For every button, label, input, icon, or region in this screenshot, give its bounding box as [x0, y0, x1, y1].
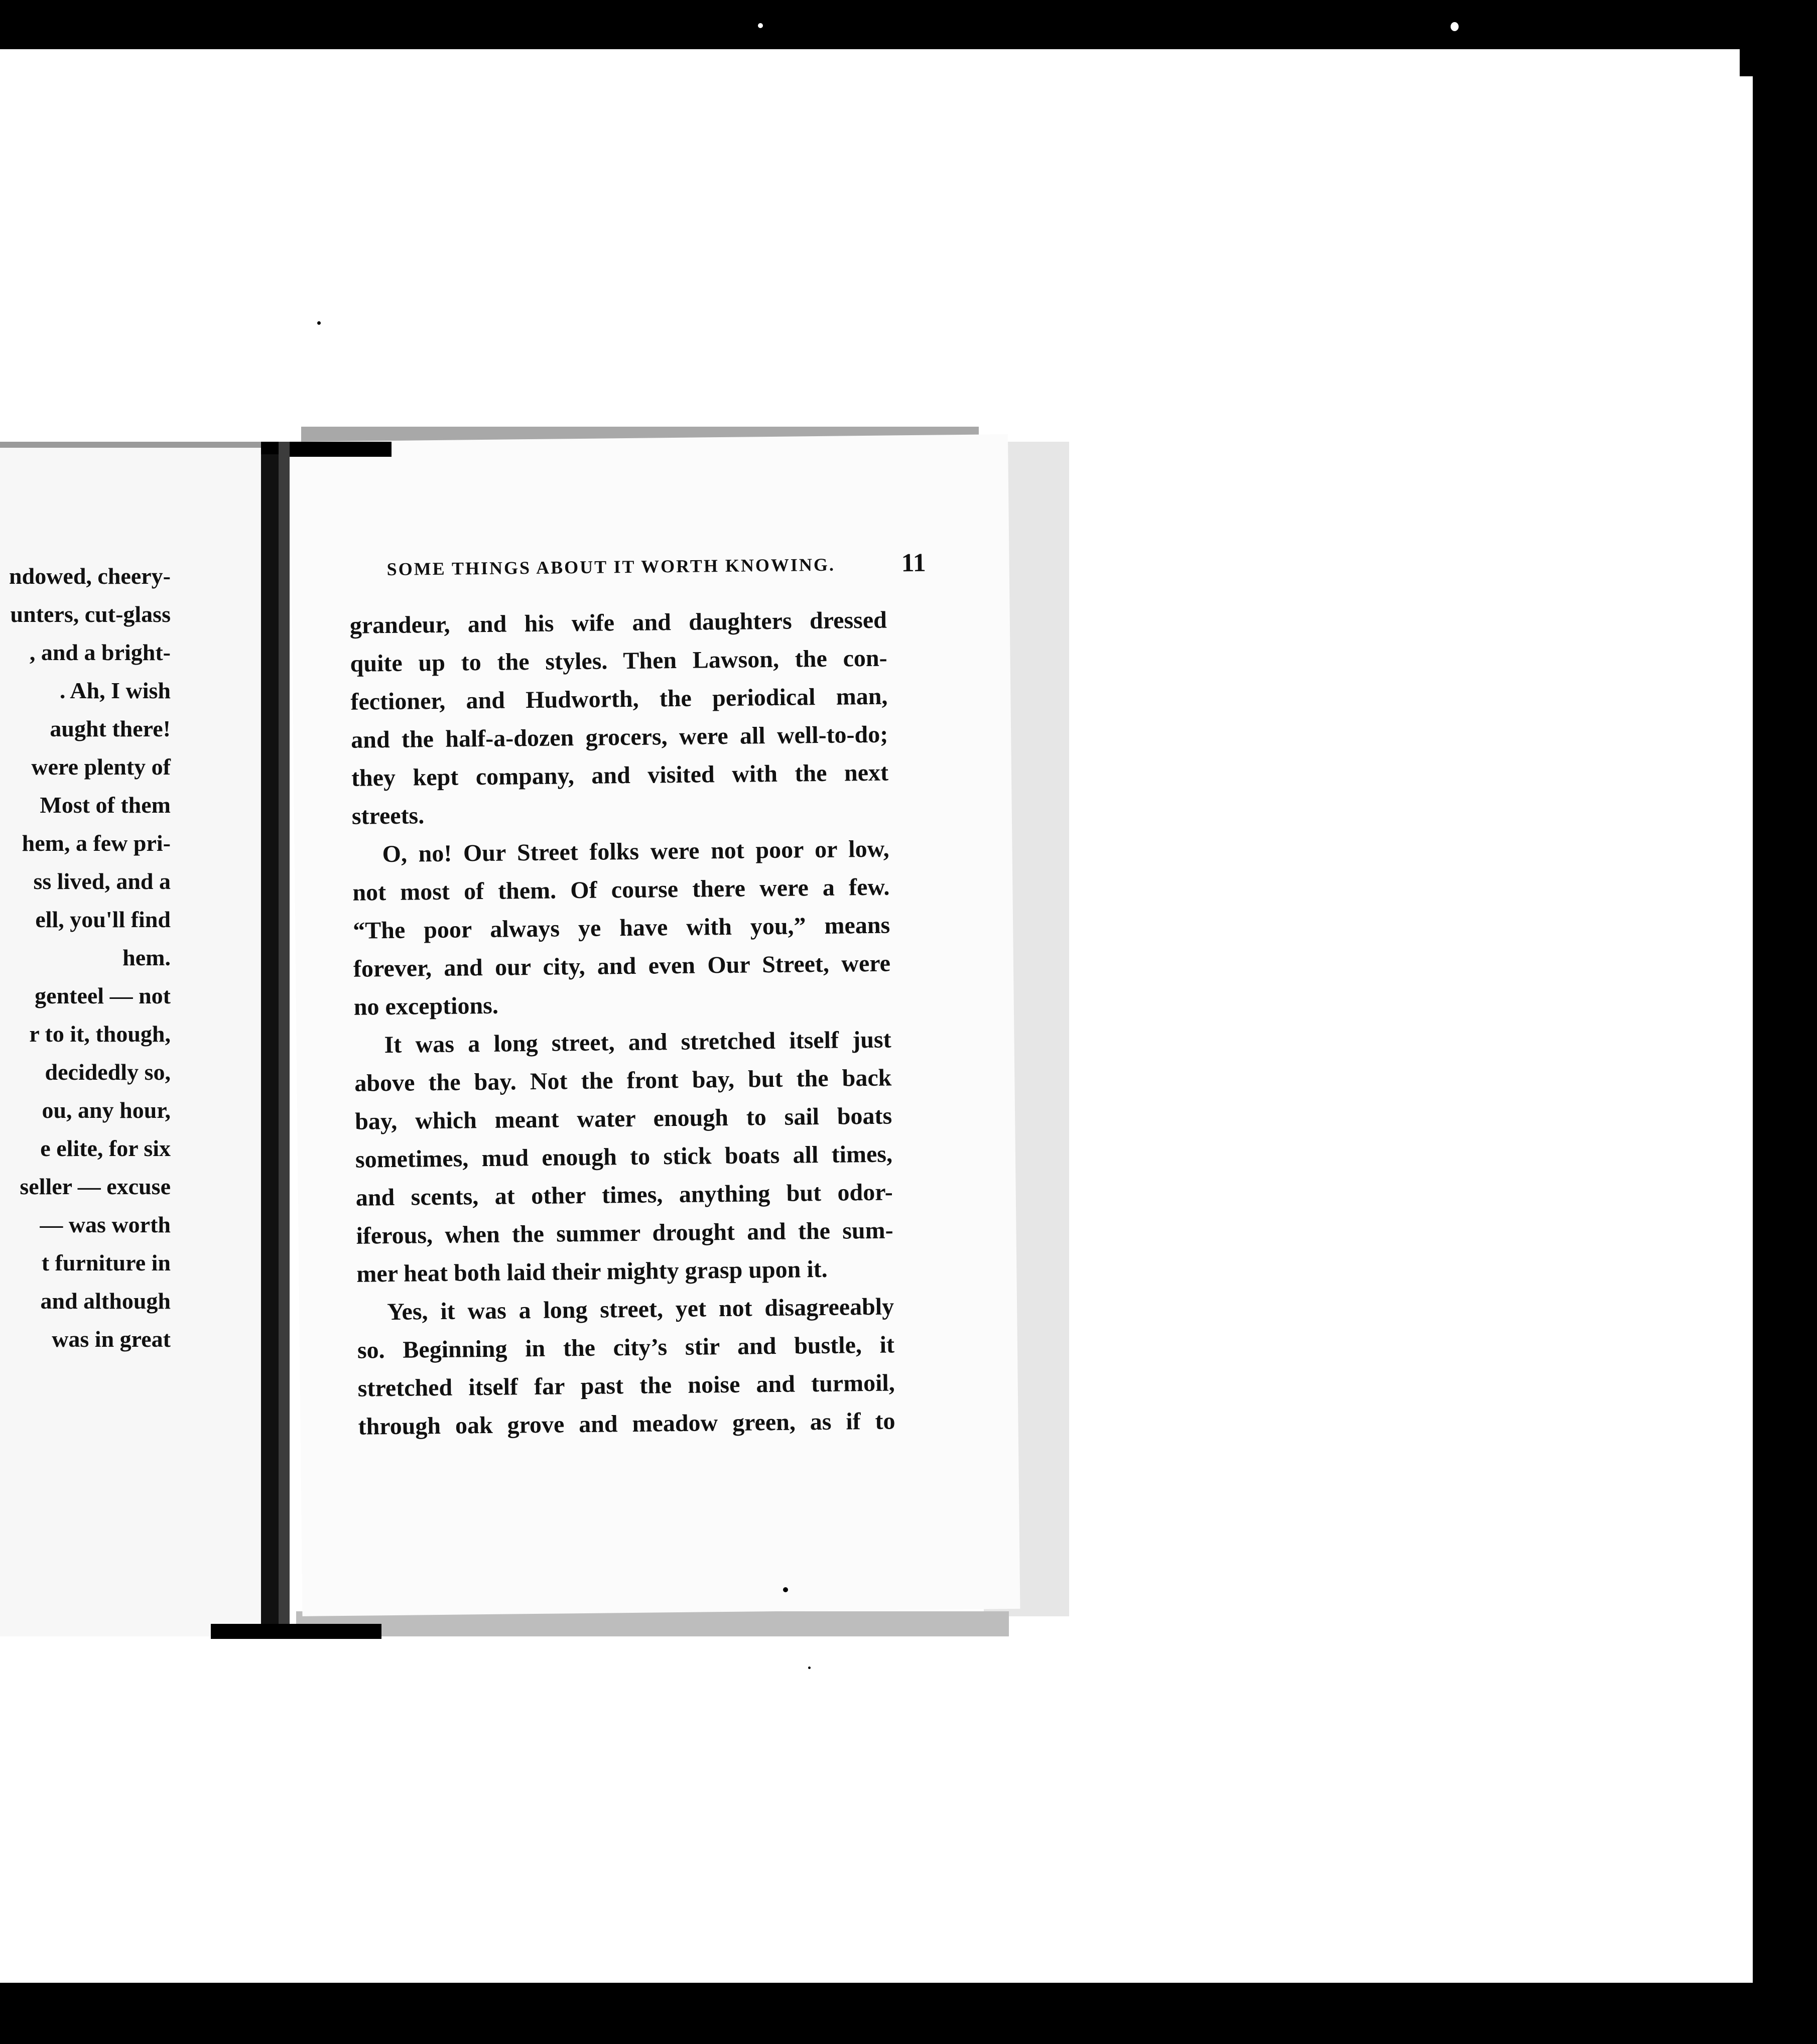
text-line: above the bay. Not the front bay, but the back: [354, 1064, 892, 1097]
left-line: — was worth: [40, 1212, 171, 1237]
text-line: quite up to the styles. Then Lawson, the con-: [350, 645, 887, 677]
page-number: 11: [901, 548, 927, 578]
left-line: seller — excuse: [20, 1174, 171, 1199]
text-line: through oak grove and meadow green, as if to: [358, 1408, 895, 1440]
text-line: stretched itself far past the noise and turmoil,: [357, 1369, 895, 1402]
left-line: t furniture in: [41, 1250, 171, 1275]
left-line: , and a bright-: [29, 640, 171, 665]
text-line: fectioner, and Hudworth, the periodical man,: [350, 683, 888, 715]
running-head: [386, 548, 939, 589]
text-line: forever, and our city, and even Our Street, were: [353, 950, 891, 982]
left-facing-page: [0, 442, 266, 1636]
left-line: hem, a few pri-: [22, 830, 171, 856]
spine-bottom: [211, 1624, 381, 1639]
left-line: ss lived, and a: [33, 868, 171, 894]
left-line: aught there!: [50, 716, 171, 741]
scan-speck: [317, 321, 321, 325]
scan-border-bottom: [0, 1991, 1817, 2044]
scan-speck: [783, 1587, 788, 1592]
text-line: sometimes, mud enough to stick boats all times,: [355, 1140, 893, 1173]
text-line: iferous, when the summer drought and the sum-: [356, 1217, 893, 1249]
left-line: r to it, though,: [29, 1021, 171, 1047]
text-line: so. Beginning in the city’s stir and bustle, it: [357, 1331, 895, 1364]
left-line: decidedly so,: [45, 1059, 171, 1085]
left-line: unters, cut-glass: [10, 601, 171, 627]
text-line: bay, which meant water enough to sail boats: [354, 1102, 892, 1135]
left-line: e elite, for six: [40, 1135, 171, 1161]
text-line: and scents, at other times, anything but odor-: [355, 1179, 893, 1211]
text-line: they kept company, and visited with the next: [351, 759, 889, 792]
text-line: Yes, it was a long street, yet not disagreeably: [386, 1293, 894, 1326]
left-line: . Ah, I wish: [59, 678, 171, 703]
left-page-text: [0, 557, 171, 1358]
text-line: not most of them. Of course there were a few.: [352, 873, 890, 906]
left-line: were plenty of: [31, 754, 171, 780]
running-title: SOME THINGS ABOUT IT WORTH KNOWING.: [386, 554, 836, 579]
text-line: mer heat both laid their mighty grasp upon it.: [356, 1255, 828, 1288]
scan-speck: [758, 23, 763, 28]
text-line: O, no! Our Street folks were not poor or low,: [382, 835, 889, 868]
text-line: It was a long street, and stretched itself just: [384, 1026, 891, 1059]
left-page-top-shade: [0, 442, 266, 448]
left-line: hem.: [122, 945, 171, 970]
left-line: and although: [40, 1288, 171, 1314]
left-line: ell, you'll find: [35, 907, 171, 932]
left-line: ou, any hour,: [42, 1097, 171, 1123]
text-line: streets.: [351, 802, 425, 830]
text-line: no exceptions.: [353, 992, 499, 1020]
right-page: [290, 434, 1020, 1616]
text-line: grandeur, and his wife and daughters dressed: [349, 606, 887, 639]
scan-speck: [1451, 22, 1459, 31]
scan-border-top: [0, 0, 1817, 49]
left-line: Most of them: [40, 792, 171, 818]
text-line: “The poor always ye have with you,” means: [352, 912, 890, 944]
scan-border-right-notch: [1740, 46, 1760, 76]
left-line: was in great: [52, 1326, 171, 1352]
spine-edge: [279, 442, 290, 1636]
scan-border-right: [1753, 0, 1817, 2044]
scan-speck: [808, 1667, 811, 1669]
left-line: ndowed, cheery-: [9, 563, 171, 589]
text-line: and the half-a-dozen grocers, were all well-to-do;: [350, 721, 888, 753]
left-line: genteel — not: [35, 983, 171, 1008]
body-text: [349, 601, 895, 1446]
